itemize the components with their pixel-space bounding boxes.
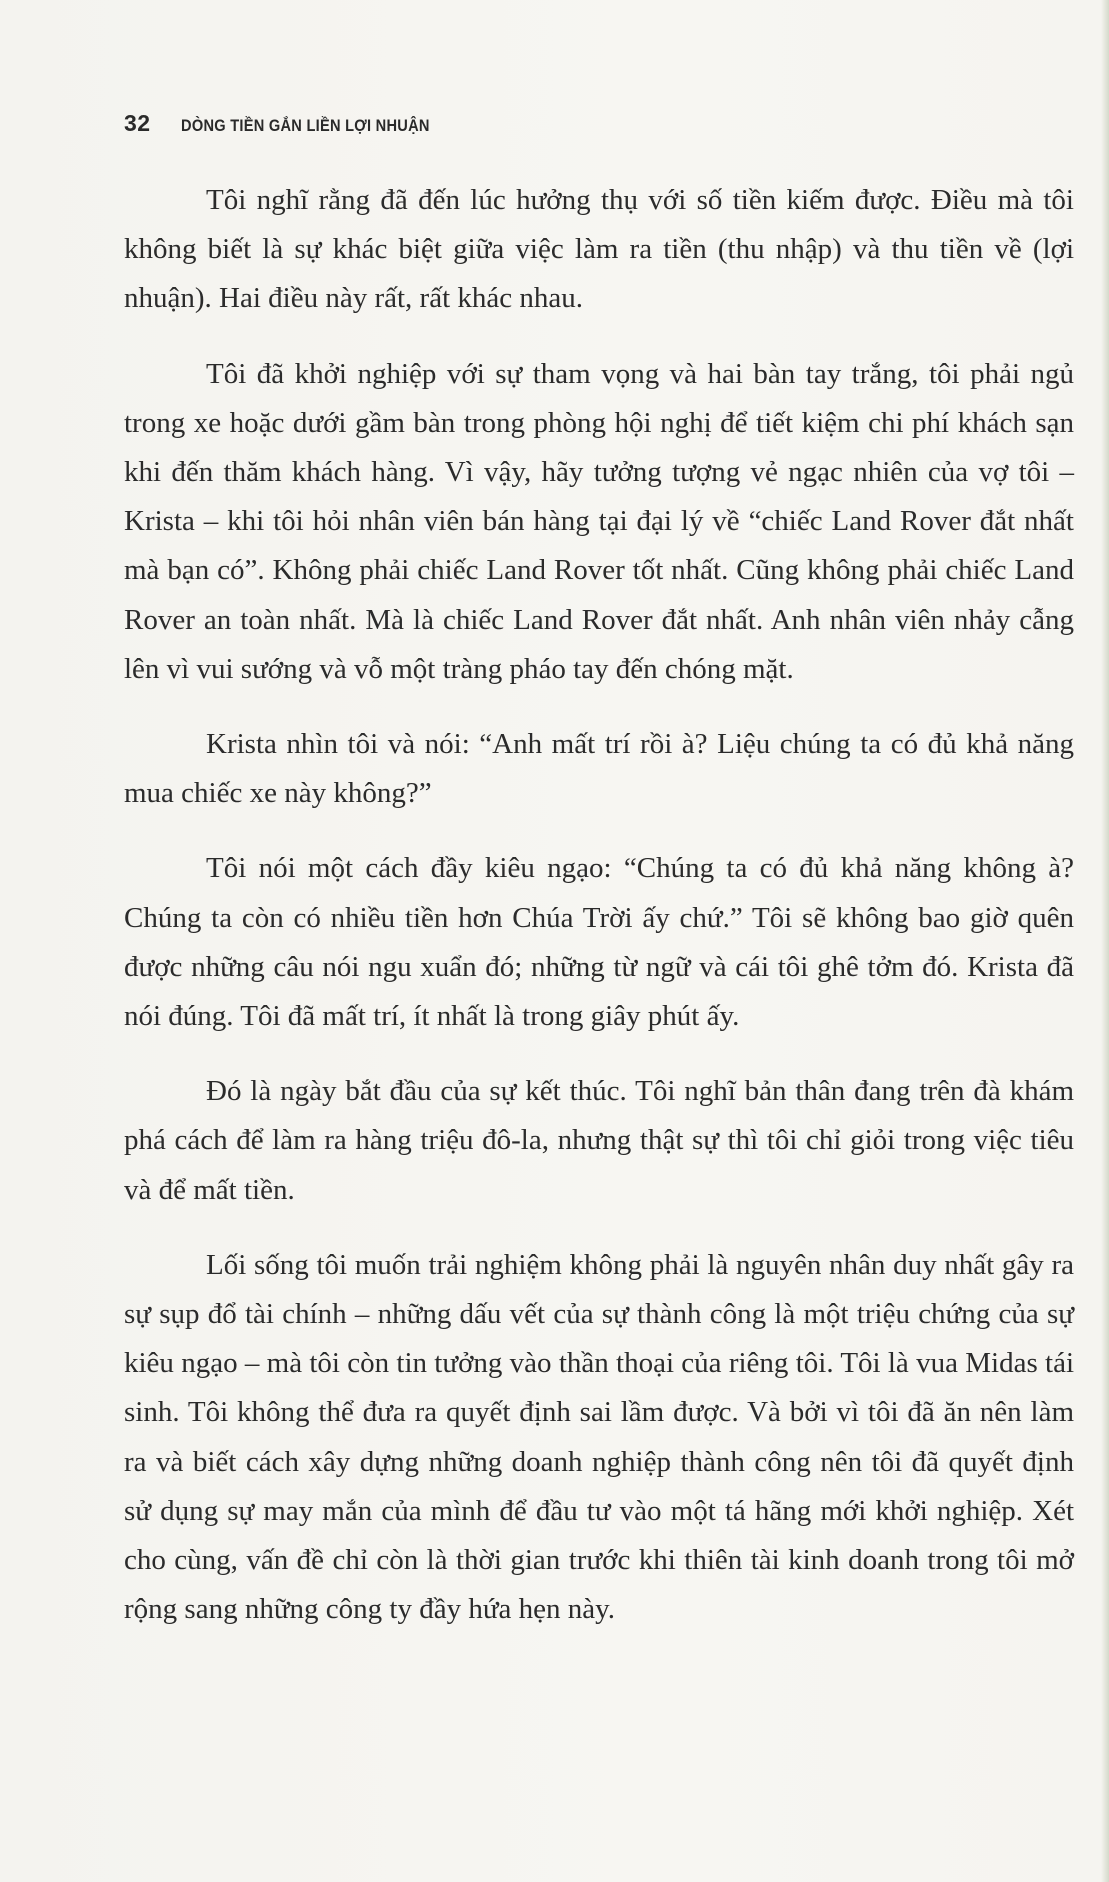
body-text <box>124 176 1074 1634</box>
page-number: 32 <box>124 110 151 136</box>
paragraph: Krista nhìn tôi và nói: “Anh mất trí rồi à? Liệu chúng ta có đủ khả năng mua chiếc xe này không?” <box>124 728 1074 810</box>
running-book-title: DÒNG TIỀN GẮN LIỀN LỢI NHUẬN <box>180 116 430 135</box>
paragraph: Tôi nghĩ rằng đã đến lúc hưởng thụ với số tiền kiếm được. Điều mà tôi không biết là sự khác biệt giữa việc làm ra tiền (thu nhập) và thu tiền về (lợi nhuận). Hai điều này rất, rất khác nhau. <box>124 184 1074 315</box>
paragraph: Tôi đã khởi nghiệp với sự tham vọng và hai bàn tay trắng, tôi phải ngủ trong xe hoặc dưới gầm bàn trong phòng hội nghị để tiết kiệm chi phí khách sạn khi đến thăm khách hàng. Vì vậy, hãy tưởng tượng vẻ ngạc nhiên của vợ tôi – Krista – khi tôi hỏi nhân viên bán hàng tại đại lý về “chiếc Land Rover đắt nhất mà bạn có”. Không phải chiếc Land Rover tốt nhất. Cũng không phải chiếc Land Rover an toàn nhất. Mà là chiếc Land Rover đắt nhất. Anh nhân viên nhảy cẫng lên vì vui sướng và vỗ một tràng pháo tay đến chóng mặt. <box>124 357 1074 685</box>
paragraph: Lối sống tôi muốn trải nghiệm không phải là nguyên nhân duy nhất gây ra sự sụp đổ tài chính – những dấu vết của sự thành công là một triệu chứng của sự kiêu ngạo – mà tôi còn tin tưởng vào thần thoại của riêng tôi. Tôi là vua Midas tái sinh. Tôi không thể đưa ra quyết định sai lầm được. Và bởi vì tôi đã ăn nên làm ra và biết cách xây dựng những doanh nghiệp thành công nên tôi đã quyết định sử dụng sự may mắn của mình để đầu tư vào một tá hãng mới khởi nghiệp. Xét cho cùng, vấn đề chỉ còn là thời gian trước khi thiên tài kinh doanh trong tôi mở rộng sang những công ty đầy hứa hẹn này. <box>124 1248 1074 1626</box>
paragraph: Tôi nói một cách đầy kiêu ngạo: “Chúng ta có đủ khả năng không à? Chúng ta còn có nhiều tiền hơn Chúa Trời ấy chứ.” Tôi sẽ không bao giờ quên được những câu nói ngu xuẩn đó; những từ ngữ và cái tôi ghê tởm đó. Krista đã nói đúng. Tôi đã mất trí, ít nhất là trong giây phút ấy. <box>124 852 1074 1033</box>
running-header <box>124 110 470 140</box>
paragraph: Đó là ngày bắt đầu của sự kết thúc. Tôi nghĩ bản thân đang trên đà khám phá cách để làm ra hàng triệu đô-la, nhưng thật sự thì tôi chỉ giỏi trong việc tiêu và để mất tiền. <box>124 1075 1074 1206</box>
page-edge-shadow <box>1101 0 1109 1882</box>
